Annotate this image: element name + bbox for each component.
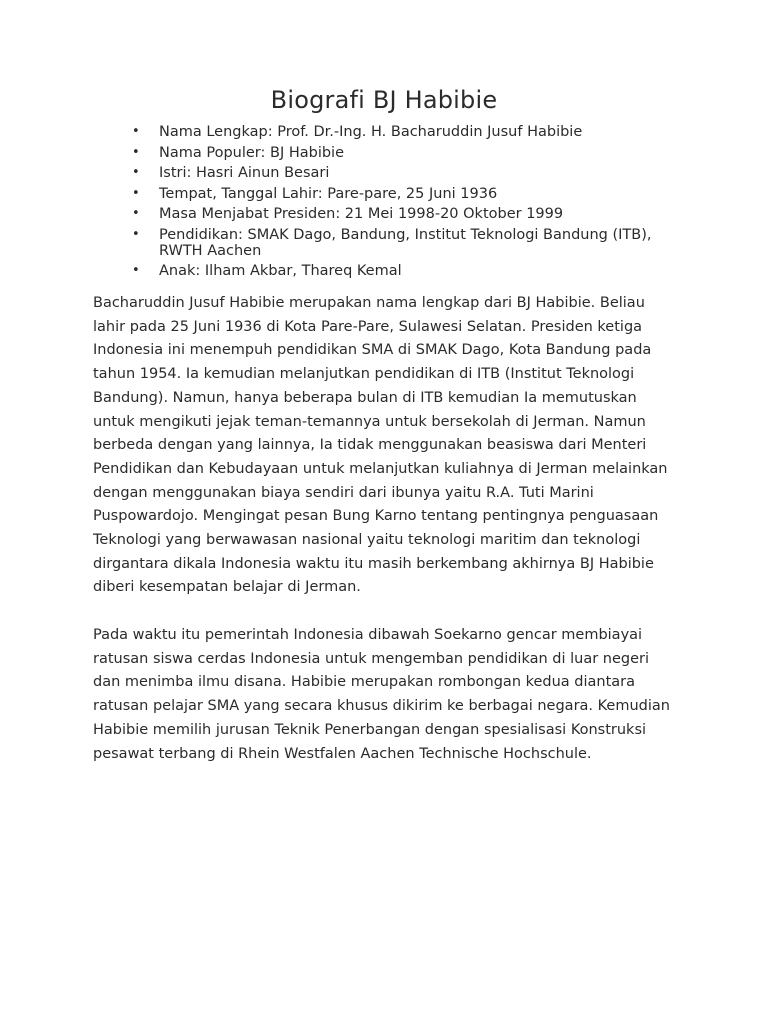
fact-text: Anak: Ilham Akbar, Thareq Kemal xyxy=(159,263,402,279)
list-item xyxy=(132,206,692,222)
bullet-icon: • xyxy=(132,124,140,139)
biography-facts-list xyxy=(132,124,692,284)
biography-paragraph-1: Bacharuddin Jusuf Habibie merupakan nama lengkap dari BJ Habibie. Beliau lahir pada 25 Juni 1936 di Kota Pare-Pare, Sulawesi Selatan. Presiden ketiga Indonesia ini menempuh pendidikan SMA di SMAK Dago, Kota Bandung pada tahun 1954. Ia kemudian melanjutkan pendidikan di ITB (Institut Teknologi Bandung). Namun, hanya beberapa bulan di ITB kemudian Ia memutuskan untuk mengikuti jejak teman-temannya untuk bersekolah di Jerman. Namun berbeda dengan yang lainnya, Ia tidak menggunakan beasiswa dari Menteri Pendidikan dan Kebudayaan untuk melanjutkan kuliahnya di Jerman melainkan dengan menggunakan biaya sendiri dari ibunya yaitu R.A. Tuti Marini Puspowardojo. Mengingat pesan Bung Karno tentang pentingnya penguasaan Teknologi yang berwawasan nasional yaitu teknologi maritim dan teknologi dirgantara dikala Indonesia waktu itu masih berkembang akhirnya BJ Habibie diberi kesempatan belajar di Jerman. xyxy=(93,295,668,596)
fact-text: Nama Populer: BJ Habibie xyxy=(159,144,345,161)
list-item xyxy=(132,145,692,161)
fact-text: Masa Menjabat Presiden: 21 Mei 1998-20 Oktober 1999 xyxy=(159,206,564,222)
bullet-icon: • xyxy=(132,144,140,160)
list-item xyxy=(132,186,692,202)
bullet-icon: • xyxy=(132,263,140,278)
bullet-icon: • xyxy=(132,226,140,242)
list-item xyxy=(132,165,692,181)
bullet-icon: • xyxy=(132,165,140,180)
bullet-icon: • xyxy=(132,206,140,221)
page-title: Biografi BJ Habibie xyxy=(270,86,498,114)
fact-text: Tempat, Tanggal Lahir: Pare-pare, 25 Juni 1936 xyxy=(159,185,498,202)
fact-text: Pendidikan: SMAK Dago, Bandung, Institut Teknologi Bandung (ITB), RWTH Aachen xyxy=(159,226,652,259)
fact-text: Nama Lengkap: Prof. Dr.-Ing. H. Bacharuddin Jusuf Habibie xyxy=(159,124,583,140)
list-item xyxy=(132,263,692,279)
list-item xyxy=(132,227,692,259)
bullet-icon: • xyxy=(132,185,140,201)
list-item xyxy=(132,124,692,140)
fact-text: Istri: Hasri Ainun Besari xyxy=(159,165,330,181)
biography-paragraph-2: Pada waktu itu pemerintah Indonesia dibawah Soekarno gencar membiayai ratusan siswa cerdas Indonesia untuk mengemban pendidikan di luar negeri dan menimba ilmu disana. Habibie merupakan rombongan kedua diantara ratusan pelajar SMA yang secara khusus dikirim ke berbagai negara. Kemudian Habibie memilih jurusan Teknik Penerbangan dengan spesialisasi Konstruksi pesawat terbang di Rhein Westfalen Aachen Technische Hochschule. xyxy=(93,627,670,762)
